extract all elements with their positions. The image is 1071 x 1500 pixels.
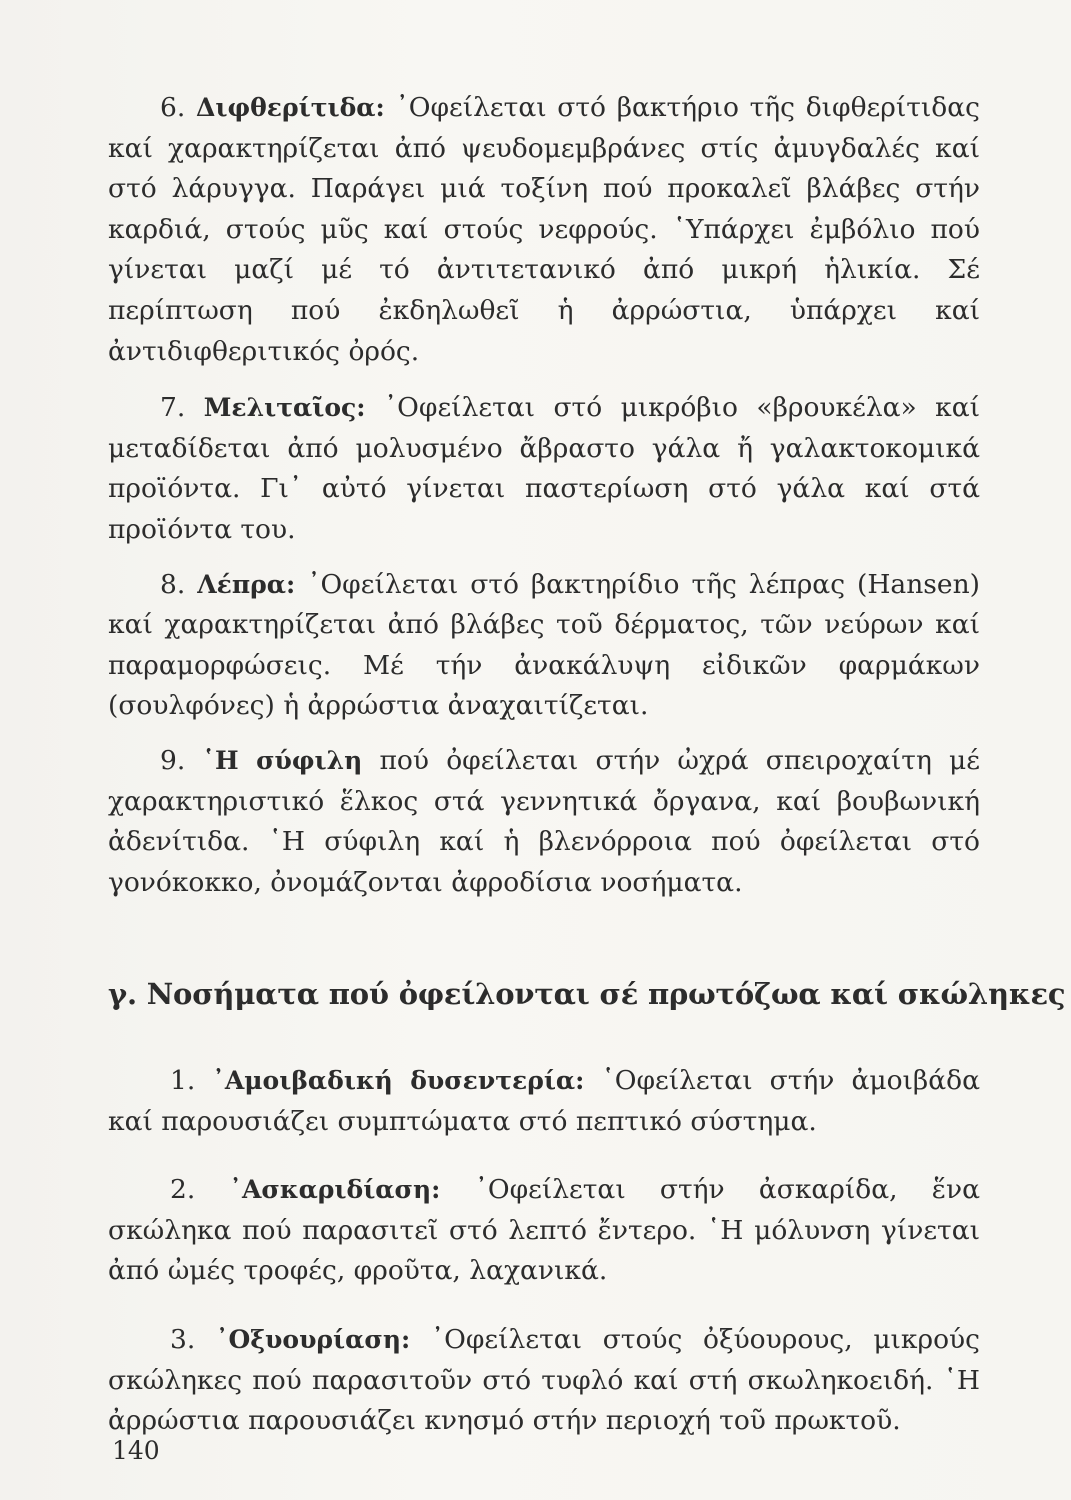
item-term: Διφθερίτιδα: — [196, 93, 385, 122]
item-text: ᾿Οφείλεται στούς ὀξύουρους, μικρούς σκώληκες πού παρασιτοῦν στό τυφλό καί στή σκωληκοειδή. ῾Η ἀρρώστια παρουσιάζει κνησμό στήν περιοχή τοῦ πρωκτοῦ. — [108, 1323, 980, 1437]
item-text: ᾿Οφείλεται στό βακτηρίδιο τῆς λέπρας (Hansen) καί χαρακτηρίζεται ἀπό βλάβες τοῦ δέρματος, τῶν νεύρων καί παραμορφώσεις. Μέ τήν ἀνακάλυψη εἰδικῶν φαρμάκων (σουλφόνες) ἡ ἀρρώστια ἀναχαιτίζεται. — [108, 568, 980, 722]
item-term: Λέπρα: — [197, 569, 296, 599]
list-item-brucellosis — [108, 388, 980, 550]
diseases-list-parasites — [108, 1061, 980, 1470]
item-number: 6. — [160, 92, 186, 123]
item-term: ῾Η σύφιλη — [202, 745, 363, 775]
item-term: ᾿Οξυουρίαση: — [215, 1324, 411, 1354]
item-term: ᾿Αμοιβαδική δυσεντερία: — [212, 1066, 585, 1095]
page-number: 140 — [112, 1436, 160, 1465]
list-item-syphilis — [108, 741, 980, 903]
item-number: 1. — [170, 1065, 196, 1096]
item-number: 7. — [160, 392, 186, 424]
item-term: Μελιταῖος: — [203, 393, 366, 423]
item-text: ῾Οφείλεται στήν ἀμοιβάδα καί παρουσιάζει συμπτώματα στό πεπτικό σύστημα. — [108, 1065, 980, 1137]
item-number: 8. — [160, 568, 186, 600]
item-number: 3. — [170, 1323, 196, 1355]
diseases-list-bacteria — [108, 88, 980, 903]
item-number: 2. — [170, 1174, 196, 1206]
item-text: ᾿Οφείλεται στό μικρόβιο «βρουκέλα» καί μεταδίδεται ἀπό μολυσμένο ἄβραστο γάλα ἤ γαλακτοκομικά προϊόντα. Γι᾿ αὐτό γίνεται παστερίωση στό γάλα καί στά προϊόντα του. — [108, 392, 980, 545]
list-item-oxyuriasis — [108, 1320, 980, 1442]
item-text: ᾿Οφείλεται στήν ἀσκαρίδα, ἕνα σκώληκα πού παρασιτεῖ στό λεπτό ἔντερο. ῾Η μόλυνση γίνεται ἀπό ὠμές τροφές, φροῦτα, λαχανικά. — [108, 1174, 980, 1287]
item-text: πού ὀφείλεται στήν ὠχρά σπειροχαίτη μέ χαρακτηριστικό ἕλκος στά γεννητικά ὄργανα, καί βουβωνική ἀδενίτιδα. ῾Η σύφιλη καί ἡ βλενόρροια πού ὀφείλεται στό γονόκοκκο, ὀνομάζονται ἀφροδίσια νοσήματα. — [108, 744, 980, 898]
item-term: ᾿Ασκαριδίαση: — [229, 1175, 441, 1205]
list-item-amoebic-dysentery — [108, 1061, 980, 1142]
list-item-leprosy — [108, 565, 980, 727]
item-number: 9. — [160, 744, 186, 776]
section-heading: γ. Νοσήματα πού ὀφείλονται σέ πρωτόζωα καί σκώληκες — [108, 977, 1066, 1011]
list-item-ascariasis — [108, 1170, 980, 1292]
item-text: ᾿Οφείλεται στό βακτήριο τῆς διφθερίτιδας καί χαρακτηρίζεται ἀπό ψευδομεμβράνες στίς ἀμυγδαλές καί στό λάρυγγα. Παράγει μιά τοξίνη πού προκαλεῖ βλάβες στήν καρδιά, στούς μῦς καί στούς νεφρούς. ῾Υπάρχει ἐμβόλιο πού γίνεται μαζί μέ τό ἀντιτετανικό ἀπό μικρή ἡλικία. Σέ περίπτωση πού ἐκδηλωθεῖ ἡ ἀρρώστια, ὑπάρχει καί ἀντιδιφθεριτικός ὀρός. — [108, 92, 980, 367]
list-item-diphtheria — [108, 88, 980, 372]
